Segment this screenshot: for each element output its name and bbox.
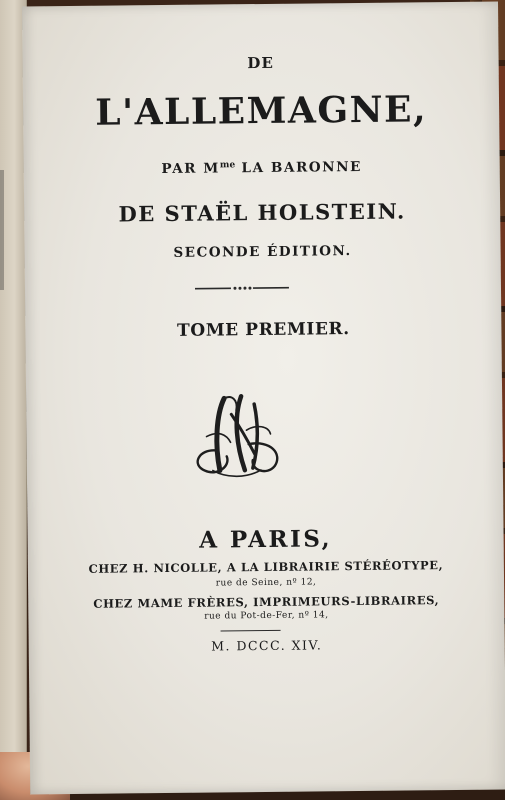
publisher-2-address: rue du Pot-de-Fer, nº 14,: [204, 610, 329, 622]
byline-superscript: me: [219, 160, 236, 171]
byline: [24, 157, 500, 178]
title-prefix: DE: [247, 53, 274, 73]
publisher-2: CHEZ MAME FRÈRES, IMPRIMEURS-LIBRAIRES,: [93, 593, 440, 611]
byline-par: PAR M: [161, 160, 221, 178]
title-page: [22, 2, 505, 795]
divider: [221, 630, 281, 632]
publisher-1: CHEZ H. NICOLLE, A LA LIBRAIRIE STÉRÉOTYPE,: [88, 558, 444, 576]
edition-label: SECONDE ÉDITION.: [173, 243, 352, 261]
publication-place: A PARIS,: [198, 525, 333, 554]
publication-date: M. DCCC. XIV.: [211, 637, 323, 654]
publisher-1-address: rue de Seine, nº 12,: [215, 577, 317, 589]
author-name: DE STAËL HOLSTEIN.: [118, 198, 406, 227]
byline-rest: LA BARONNE: [235, 158, 363, 177]
book-title: L'ALLEMAGNE,: [95, 88, 428, 134]
ornamental-rule-icon: [195, 284, 289, 293]
ornate-monogram-icon: [186, 384, 287, 485]
volume-label: TOME PREMIER.: [177, 319, 350, 341]
